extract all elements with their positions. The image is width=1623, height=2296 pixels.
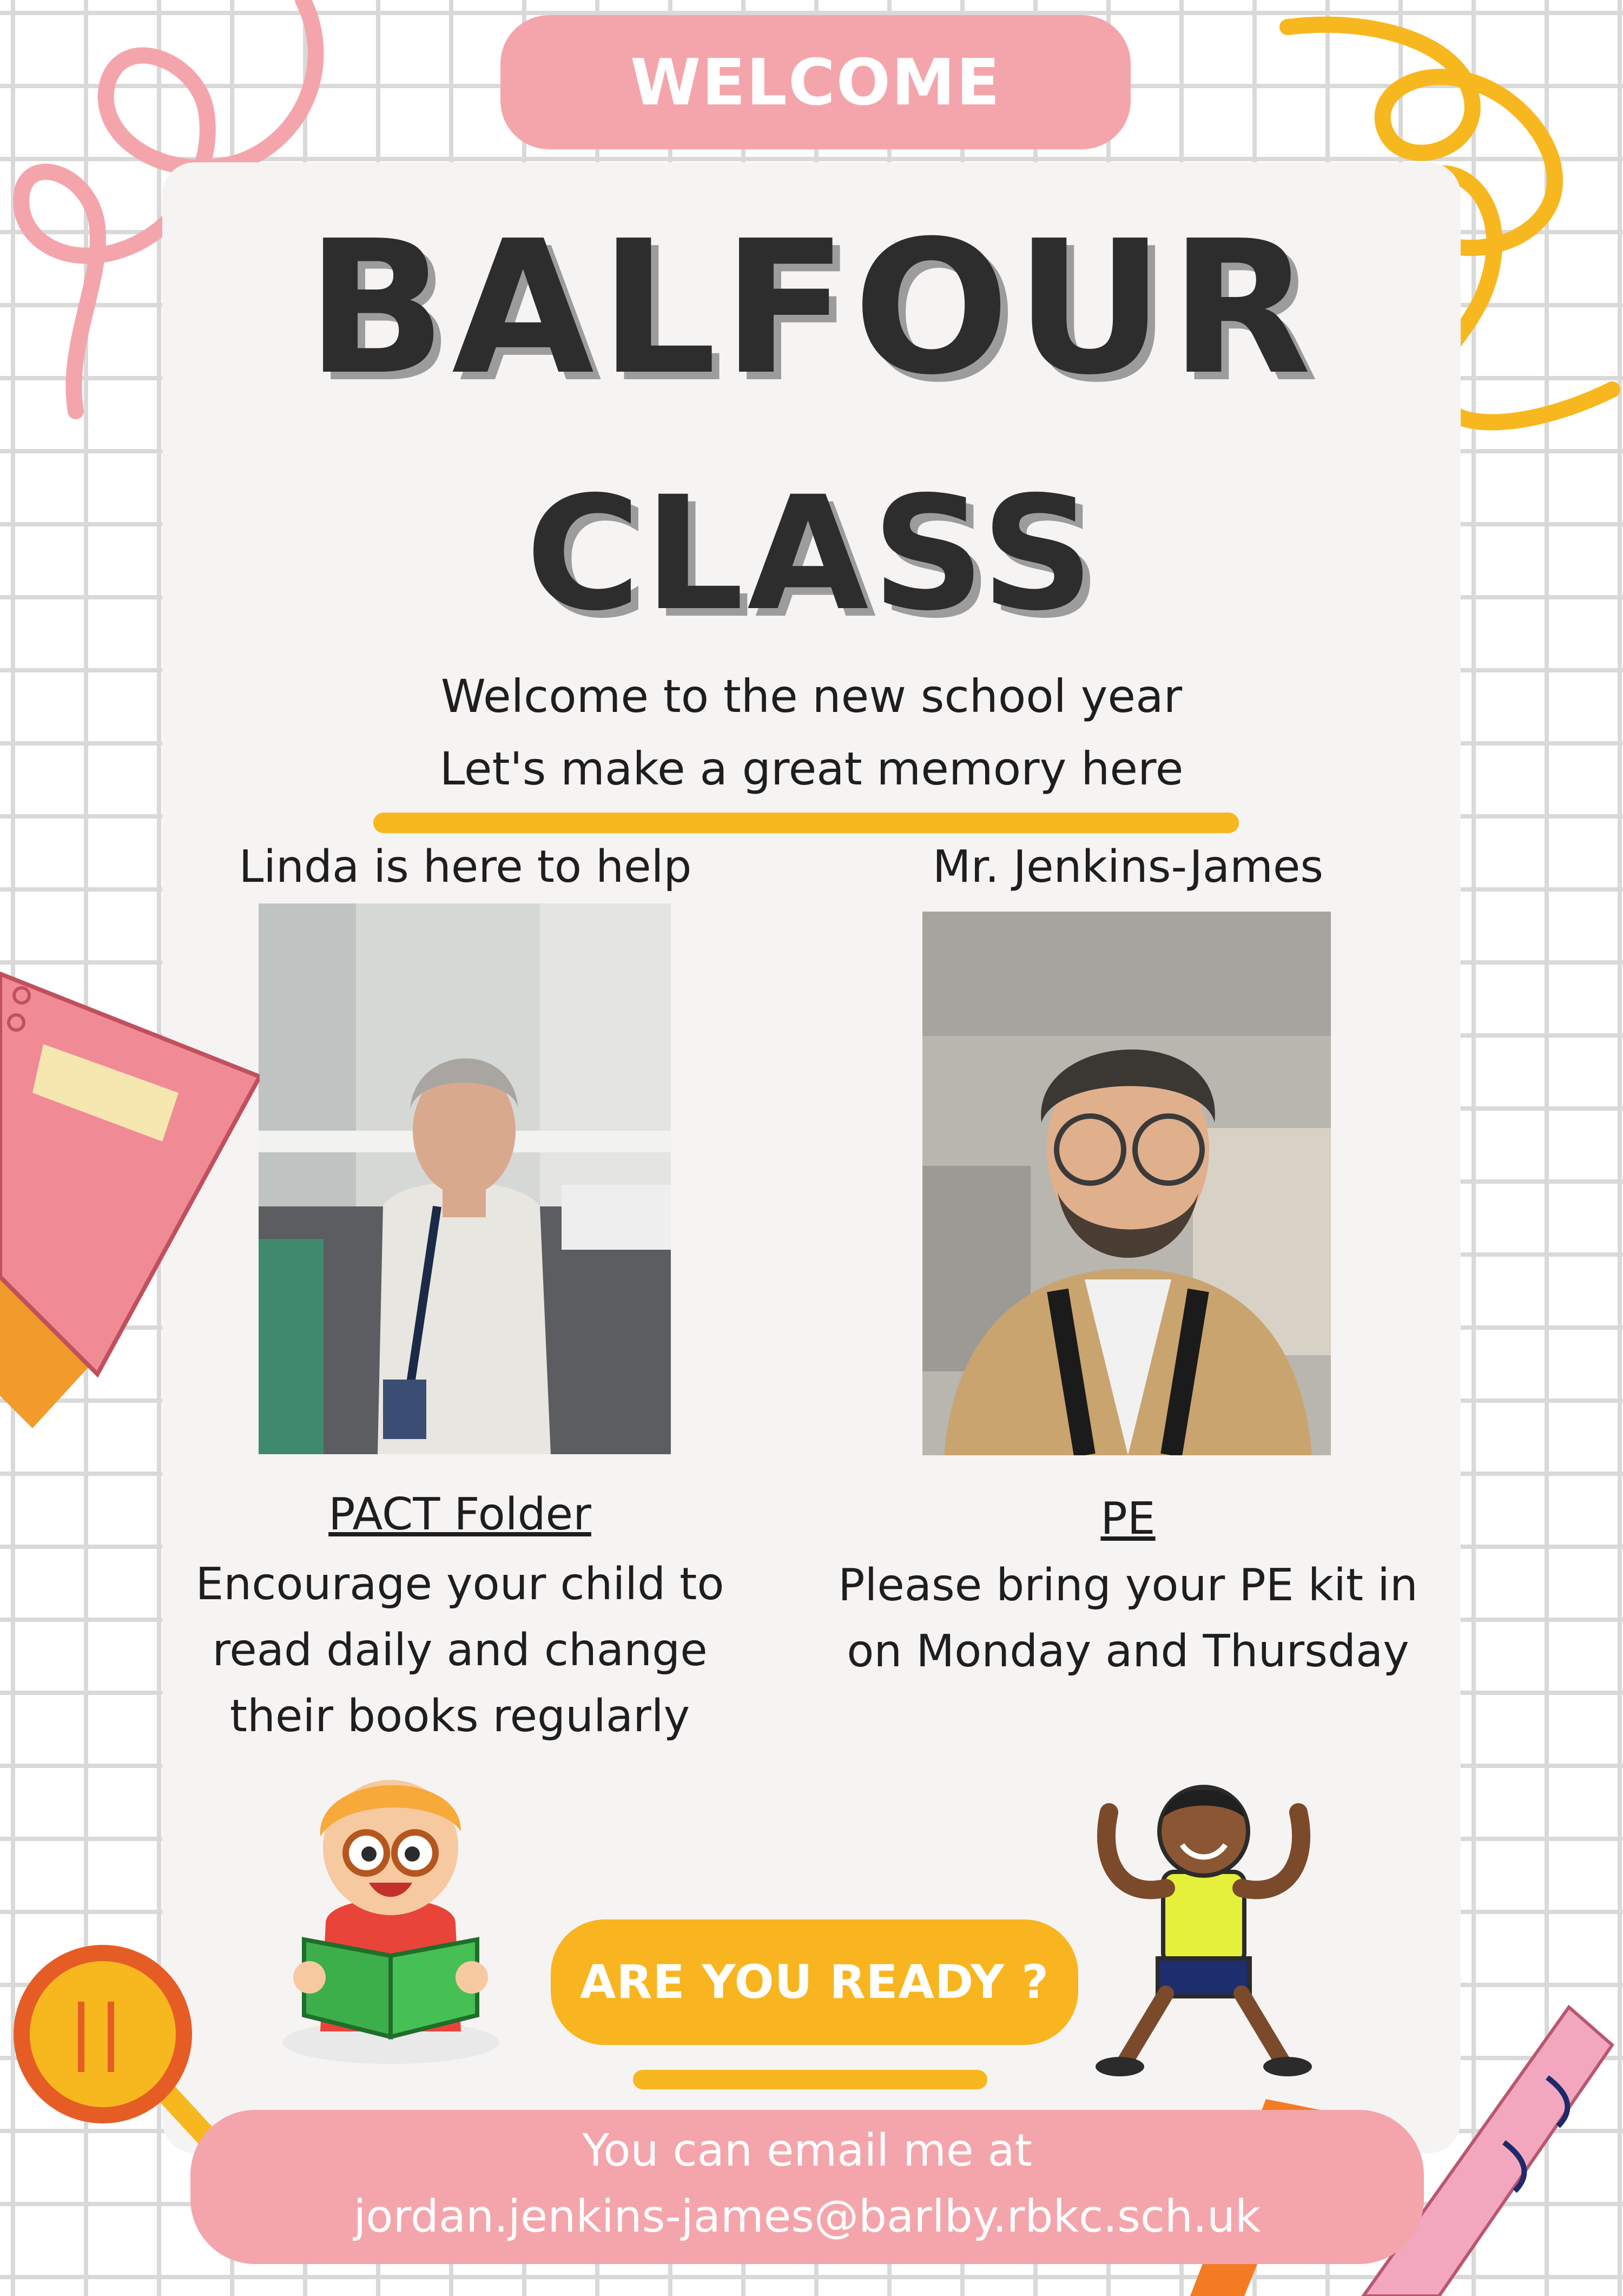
pact-body	[162, 1552, 757, 1750]
divider-bar	[373, 813, 1239, 833]
pact-line-3: their books regularly	[229, 1691, 690, 1742]
class-title-line1: BALFOUR	[306, 201, 1317, 415]
pact-line-2: read daily and change	[212, 1625, 708, 1676]
pe-line-2: on Monday and Thursday	[847, 1626, 1409, 1677]
ready-label: ARE YOU READY ?	[579, 1955, 1050, 2009]
strong-kid-illustration	[1077, 1780, 1325, 2083]
pe-body	[812, 1553, 1444, 1685]
welcome-banner	[500, 15, 1131, 149]
pe-heading: PE	[1100, 1493, 1156, 1545]
class-title-line2: CLASS	[525, 463, 1098, 645]
notebook-decoration	[0, 952, 260, 1439]
bottom-divider-bar	[633, 2070, 987, 2089]
assistant-name-label: Linda is here to help	[239, 841, 692, 893]
pact-heading: PACT Folder	[328, 1489, 591, 1540]
pact-line-1: Encourage your child to	[195, 1559, 724, 1610]
ready-button[interactable]	[551, 1919, 1078, 2045]
pe-line-1: Please bring your PE kit in	[838, 1560, 1418, 1611]
contact-intro: You can email me at	[582, 2125, 1032, 2176]
contact-email-link[interactable]: jordan.jenkins-james@barlby.rbkc.sch.uk	[353, 2191, 1261, 2242]
teacher-photo	[922, 912, 1331, 1455]
intro-line-2: Let's make a great memory here	[439, 742, 1184, 795]
teacher-name-label: Mr. Jenkins-James	[932, 841, 1324, 893]
assistant-photo	[259, 903, 671, 1454]
intro-line-1: Welcome to the new school year	[440, 670, 1183, 723]
welcome-text: WELCOME	[630, 45, 1001, 120]
reading-boy-illustration	[245, 1761, 542, 2069]
contact-footer	[190, 2110, 1424, 2264]
